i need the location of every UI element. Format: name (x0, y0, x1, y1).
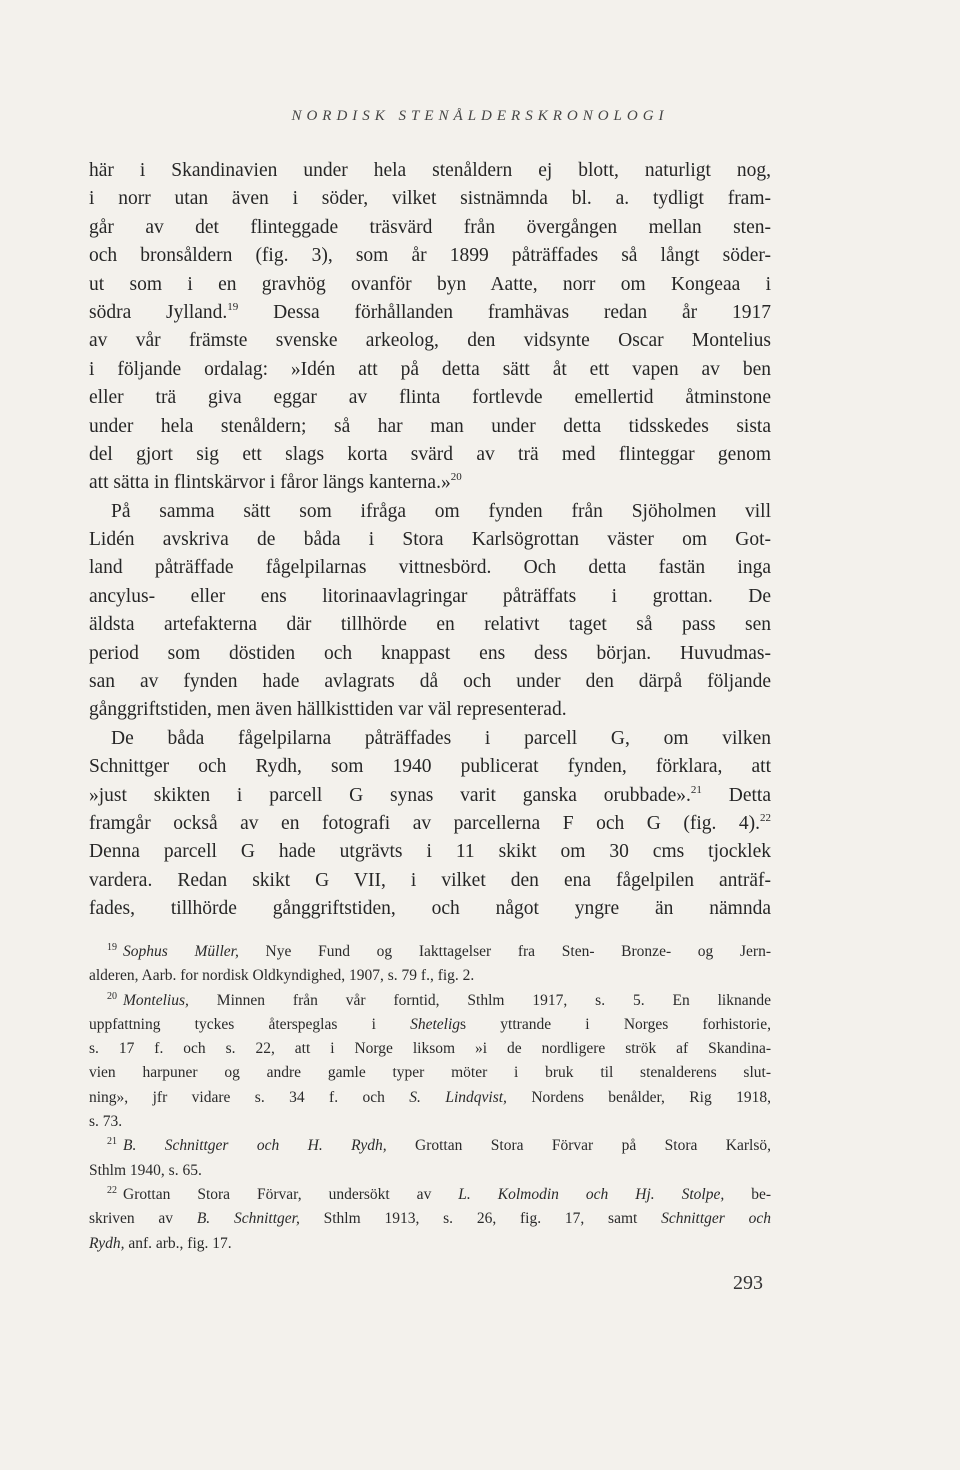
body-line (89, 242, 771, 270)
footnote-line (89, 1207, 771, 1231)
footnote-line (89, 1086, 771, 1110)
footnote (89, 940, 771, 989)
footnote-text: Sthlm 1940, s. 65. (89, 1161, 202, 1179)
footnote-ref: 22 (760, 811, 771, 824)
footnote-citation-italic: Rydh, (89, 1234, 125, 1252)
footnote-text: alderen, Aarb. for nordisk Oldkyndighed, 1907, s. 79 f., fig. 2. (89, 967, 475, 985)
footnote-line (89, 1159, 771, 1183)
body-line (89, 782, 771, 810)
body-line-text: land påträffade fågelpilarnas vittnesbörd. Och detta fastän inga (89, 557, 771, 579)
page-number: 293 (733, 1272, 763, 1294)
footnote-line (89, 1134, 771, 1158)
footnote-citation-italic: B. Schnittger, (196, 1210, 300, 1228)
body-line-text: Denna parcell G hade utgrävts i 11 skikt om 30 cms tjocklek (89, 841, 771, 863)
body-line-text: san av fynden hade avlagrats då och under den därpå följande (89, 671, 771, 693)
body-line (89, 583, 771, 611)
footnote-text: Minnen från vår forntid, Sthlm 1917, s. 5. En liknande (188, 991, 771, 1009)
footnote-text: s. 17 f. och s. 22, att i Norge liksom »i de nordligere strök af Skandina- (89, 1040, 771, 1058)
body-line (89, 299, 771, 327)
footnote-text: vien harpuner og andre gamle typer möter i bruk til stenalderens slut- (89, 1064, 771, 1082)
body-line-text: På samma sätt som ifråga om fynden från Sjöholmen vill (111, 500, 771, 522)
footnote-text: Nye Fund og Iakttagelser fra Sten- Bronze- og Jern- (238, 943, 771, 960)
footnote-line (89, 964, 771, 988)
body-line-text: Dessa förhållanden framhävas redan år 1917 (238, 301, 771, 323)
footnote-text: s. 73. (89, 1113, 123, 1131)
body-line (89, 696, 771, 724)
body-line (89, 441, 771, 469)
footnote-ref: 21 (690, 783, 702, 796)
body-line-text: Schnittger och Rydh, som 1940 publicerat fynden, förklara, att (89, 756, 771, 778)
footnote-text: uppfattning tyckes återspeglas i (89, 1015, 411, 1033)
body-line-text: södra Jylland. (89, 301, 228, 323)
footnote-line (89, 989, 771, 1013)
footnote-citation-italic: Sophus Müller, (123, 943, 239, 960)
body-line-text: del gjort sig ett slags korta svärd av trä med flinteggar genom (89, 443, 771, 465)
footnote (89, 1183, 771, 1256)
body-line (89, 157, 771, 185)
body-line (89, 838, 771, 866)
footnote-ref: 20 (450, 471, 462, 484)
body-line-text: av vår främste svenske arkeolog, den vidsynte Oscar Montelius (89, 330, 771, 352)
body-line-text: att sätta in flintskärvor i fåror längs kanterna.» (89, 472, 451, 494)
body-line-text: fades, tillhörde gånggriftstiden, och något yngre än nämnda (89, 898, 771, 920)
footnote-text: Sthlm 1913, s. 26, fig. 17, samt (299, 1210, 662, 1228)
body-line (89, 526, 771, 554)
body-line-text: »just skikten i parcell G synas varit ganska orubbade». (89, 784, 691, 806)
footnote-text: Grottan Stora Förvar, undersökt av (123, 1185, 459, 1203)
footnote-number: 19 (107, 942, 117, 953)
footnote-line (89, 1013, 771, 1037)
footnote-number: 22 (107, 1184, 117, 1196)
body-line (89, 810, 771, 838)
body-line (89, 895, 771, 923)
footnote-line (89, 940, 771, 964)
footnote-line (89, 1232, 771, 1256)
body-line-text: går av det flinteggade träsvärd från övergången mellan sten- (89, 216, 771, 238)
body-line-text: i norr utan även i söder, vilket sistnämnda bl. a. tydligt fram- (89, 188, 771, 210)
body-line (89, 384, 771, 412)
body-text (89, 157, 771, 924)
body-line-text: äldsta artefakterna där tillhörde en relativt taget så pass sen (89, 614, 771, 636)
footnote-text: Nordens benålder, Rig 1918, (506, 1088, 771, 1106)
body-line-text: ancylus- eller ens litorinaavlagringar påträffats i grottan. De (89, 585, 771, 607)
body-line (89, 611, 771, 639)
footnote (89, 1134, 771, 1183)
body-line-text: period som döstiden och knappast ens dess början. Huvudmas- (89, 642, 771, 664)
footnote-text: Grottan Stora Förvar på Stora Karlsö, (386, 1137, 771, 1155)
body-line-text: framgår också av en fotografi av parcellerna F och G (fig. 4). (89, 812, 760, 834)
body-line-text: i följande ordalag: »Idén att på detta sätt åt ett vapen av ben (89, 358, 771, 380)
body-line (89, 725, 771, 753)
footnotes (89, 940, 771, 1256)
footnote-line (89, 1061, 771, 1085)
body-line (89, 327, 771, 355)
footnote-citation-italic: Schnittger och (661, 1210, 771, 1228)
running-head: NORDISK STENÅLDERSKRONOLOGI (291, 108, 669, 124)
footnote-citation-italic: S. Lindqvist, (409, 1088, 507, 1106)
body-line-text: och bronsåldern (fig. 3), som år 1899 påträffades så långt söder- (89, 245, 771, 267)
body-line (89, 185, 771, 213)
body-line (89, 413, 771, 441)
body-line-text: eller trä giva eggar av flinta fortlevde emellertid åtminstone (89, 387, 771, 409)
body-line-text: gånggriftstiden, men även hällkisttiden var väl representerad. (89, 699, 567, 721)
body-line (89, 356, 771, 384)
footnote-citation-italic: L. Kolmodin och Hj. Stolpe, (458, 1185, 725, 1203)
footnote-number: 21 (107, 1136, 117, 1148)
body-line-text: Detta (701, 784, 771, 806)
footnote-citation-italic: B. Schnittger och H. Rydh, (123, 1137, 387, 1155)
footnote-citation-italic: Shetelig (410, 1015, 461, 1033)
body-line (89, 498, 771, 526)
body-line (89, 214, 771, 242)
body-line (89, 469, 771, 497)
body-line (89, 271, 771, 299)
body-line-text: ut som i en gravhög ovanför byn Aatte, norr om Kongeaa i (89, 273, 771, 295)
footnote-line (89, 1037, 771, 1061)
footnote-text: ning», jfr vidare s. 34 f. och (89, 1088, 410, 1106)
footnote-number: 20 (107, 990, 117, 1002)
footnote-text: skriven av (89, 1210, 197, 1228)
footnote-text: anf. arb., fig. 17. (124, 1234, 232, 1252)
footnote-text: s yttrande i Norges forhistorie, (460, 1015, 771, 1033)
body-line (89, 867, 771, 895)
body-line-text: De båda fågelpilarna påträffades i parcell G, om vilken (111, 727, 771, 749)
body-line-text: Lidén avskriva de båda i Stora Karlsögrottan väster om Got- (89, 529, 771, 551)
footnote-line (89, 1110, 771, 1134)
body-line (89, 640, 771, 668)
footnote-line (89, 1183, 771, 1207)
body-line-text: under hela stenåldern; så har man under detta tidsskedes sista (89, 415, 771, 437)
footnote-ref: 19 (227, 300, 239, 313)
footnote-citation-italic: Montelius, (123, 991, 189, 1009)
body-line-text: vardera. Redan skikt G VII, i vilket den ena fågelpilen anträf- (89, 869, 771, 891)
body-line (89, 668, 771, 696)
body-line-text: här i Skandinavien under hela stenåldern ej blott, naturligt nog, (89, 160, 771, 181)
body-line (89, 554, 771, 582)
body-line (89, 753, 771, 781)
footnote (89, 989, 771, 1135)
footnote-text: be- (724, 1185, 772, 1203)
